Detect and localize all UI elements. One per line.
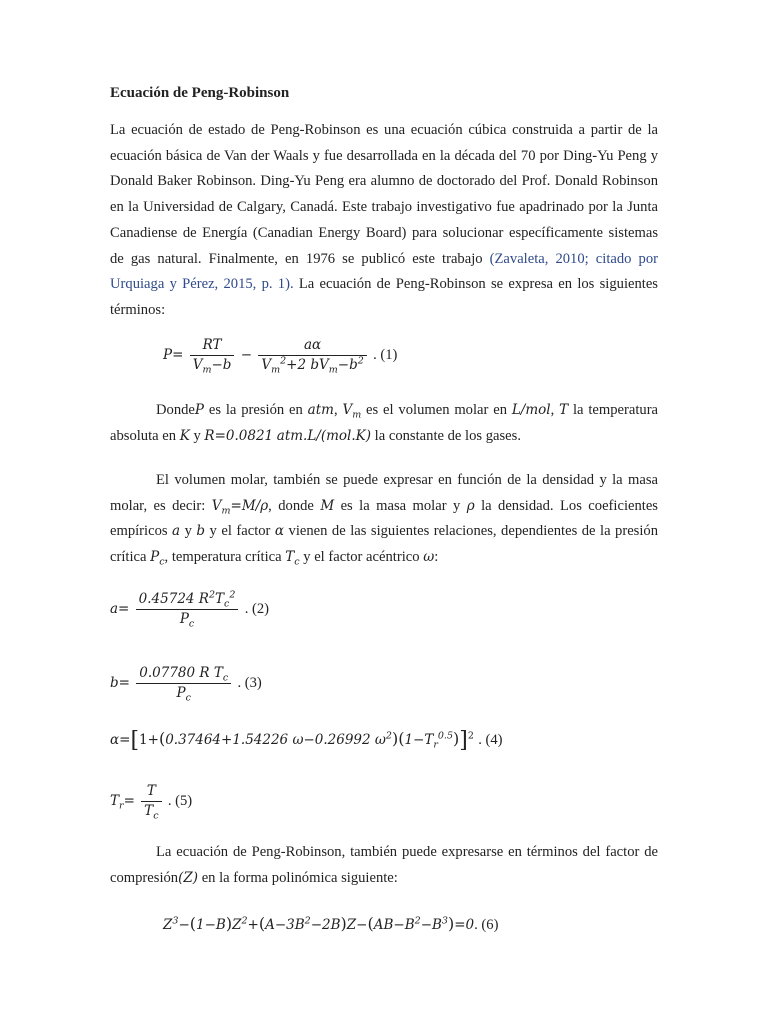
- eq2-tag: . (2): [244, 601, 270, 617]
- eq3-tag: . (3): [237, 675, 262, 691]
- eq1-tag: . (1): [373, 347, 398, 363]
- equation-5: $T_r=$ $\frac{T}{T_c}$ . (5): [110, 783, 193, 822]
- definitions-paragraph: DondeP es la presión en atm, $V_m$ es el volumen molar en L/mol, T la temperatura absoluta en K y R=0.0821 atm.L/(mol.K) la constante de los gases.: [110, 402, 659, 444]
- eq1-fraction-1: $\frac{RT}{V_m-b}$: [190, 336, 235, 375]
- intro-text-1: La ecuación de estado de Peng-Robinson es una ecuación cúbica construida a partir de la ecuación básica de Van der Waals y fue desarrollada en la década del 70 por Ding-Yu Peng y Donald Baker Robinson. Ding-Yu Peng era alumno de doctorado del Prof. Donald Robinson en la Universidad de Calgary, Canadá. Este trabajo investigativo fue apadrinado por la Junta Canadiense de Energía (Canadian Energy Board) para solucionar específicamente sistemas de gas natural. Finalmente, en 1976 se publicó este trabajo: [110, 122, 658, 267]
- eq4-tag: . (4): [478, 732, 503, 748]
- equation-2: a= $\frac{0.45724 R^2T_c^2}{P_c}$ . (2): [110, 589, 270, 630]
- eq5-tag: . (5): [167, 793, 193, 809]
- eq1-fraction-2: $\frac{a\alpha}{V_m^2+2 bV_m-b^2}$: [258, 336, 366, 375]
- intro-text-2: La ecuación de Peng-Robinson se expresa en los siguientes términos:: [110, 276, 658, 318]
- intro-paragraph: [110, 118, 658, 324]
- equation-1: P= $\frac{RT}{V_m-b}$ − $\frac{a\alpha}{V_m^2+2 bV_m-b^2}$ . (1): [163, 337, 398, 376]
- compressibility-paragraph: La ecuación de Peng-Robinson, también puede expresarse en términos del factor de compresión(Z) en la forma polinómica siguiente:: [110, 844, 658, 886]
- equation-6: $Z^3-(1-B)Z^2+(A-3B^2-2B)Z-(AB-B^2-B^3)=0$. (6): [163, 914, 499, 933]
- molar-volume-paragraph: El volumen molar, también se puede expresar en función de la densidad y la masa molar, es decir: $V_m=M/\rho$, donde M es la masa molar y ρ la densidad. Los coeficientes empíricos a y b y el factor α vienen de las siguientes relaciones, dependientes de la presión crítica $P_c$, temperatura crítica $T_c$ y el factor acéntrico ω:: [110, 472, 659, 568]
- equation-3: b= $\frac{0.07780 R T_c}{P_c}$ . (3): [110, 665, 262, 704]
- eq6-tag: . (6): [474, 917, 499, 933]
- section-heading: Ecuación de Peng-Robinson: [110, 85, 290, 101]
- citation-link[interactable]: (Zavaleta, 2010; citado por Urquiaga y Pérez, 2015, p. 1).: [110, 250, 658, 293]
- equation-4: α=[1+(0.37464+1.54226 ω−0.26992 $\omega^2)(1-T_r^{0.5})]^2$ . (4): [110, 728, 503, 753]
